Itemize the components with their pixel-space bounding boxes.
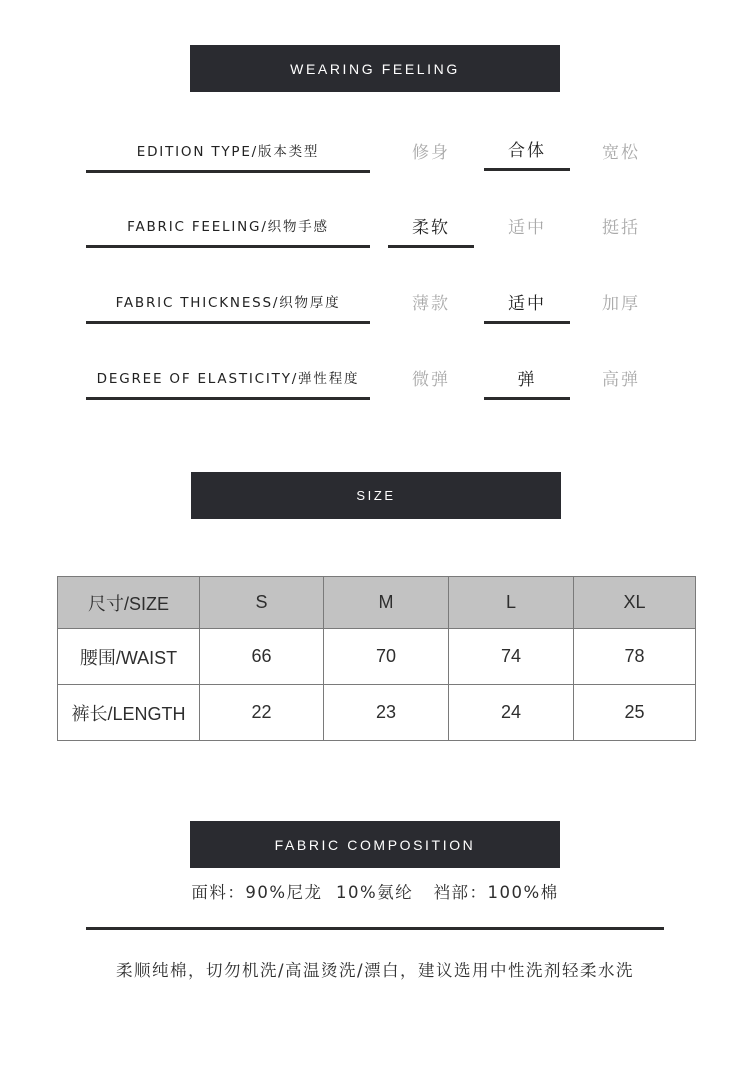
thickness-option-thick: 加厚 [602,293,640,314]
fabric-composition-title: FABRIC COMPOSITION [274,836,476,853]
fabric-feeling-label [86,205,370,248]
fabric-feeling-label-text: FABRIC FEELING/织物手感 [127,219,329,235]
edition-option-loose: 宽松 [602,142,640,163]
fabric-thickness-label [86,281,370,324]
edition-type-label [86,130,370,173]
size-cell: 70 [324,629,449,685]
size-header-cell: XL [574,577,696,629]
size-header-cell: S [200,577,324,629]
edition-option-fitted: 修身 [412,142,450,163]
elasticity-label [86,357,370,400]
wearing-feeling-banner [190,45,560,92]
care-instructions: 柔顺纯棉，切勿机洗/高温烫洗/漂白，建议选用中性洗剂轻柔水洗 [115,961,635,980]
elasticity-option-high: 高弹 [602,369,640,390]
elasticity-option-slight: 微弹 [412,369,450,390]
thickness-option-medium-selected: 适中 [484,281,570,324]
size-cell: 25 [574,685,696,741]
size-banner [191,472,561,519]
fabric-composition-banner [190,821,560,868]
size-title: SIZE [356,488,396,503]
size-cell: 74 [449,629,574,685]
thickness-option-thin: 薄款 [412,293,450,314]
elasticity-label-text: DEGREE OF ELASTICITY/弹性程度 [96,371,360,387]
edition-type-label-text: EDITION TYPE/版本类型 [136,144,320,160]
fabric-thickness-label-text: FABRIC THICKNESS/织物厚度 [115,295,341,311]
feeling-option-medium: 适中 [508,217,546,238]
size-cell: 66 [200,629,324,685]
section-divider [86,927,664,930]
edition-option-regular-selected: 合体 [484,128,570,171]
size-header-cell: 尺寸/SIZE [58,577,200,629]
size-cell: 78 [574,629,696,685]
size-row-label: 裤长/LENGTH [58,685,200,741]
size-cell: 22 [200,685,324,741]
feeling-option-soft-selected: 柔软 [388,205,474,248]
size-cell: 24 [449,685,574,741]
wearing-feeling-title: WEARING FEELING [290,60,460,77]
fabric-composition-text: 面料：90%尼龙 10%氨纶 裆部：100%棉 [191,883,559,902]
size-table [57,576,696,741]
size-table-header-row [58,577,696,629]
elasticity-option-stretch-selected: 弹 [484,357,570,400]
size-table-row-length [58,685,696,741]
size-row-label: 腰围/WAIST [58,629,200,685]
feeling-option-stiff: 挺括 [602,217,640,238]
size-cell: 23 [324,685,449,741]
size-header-cell: M [324,577,449,629]
size-header-cell: L [449,577,574,629]
size-table-row-waist [58,629,696,685]
